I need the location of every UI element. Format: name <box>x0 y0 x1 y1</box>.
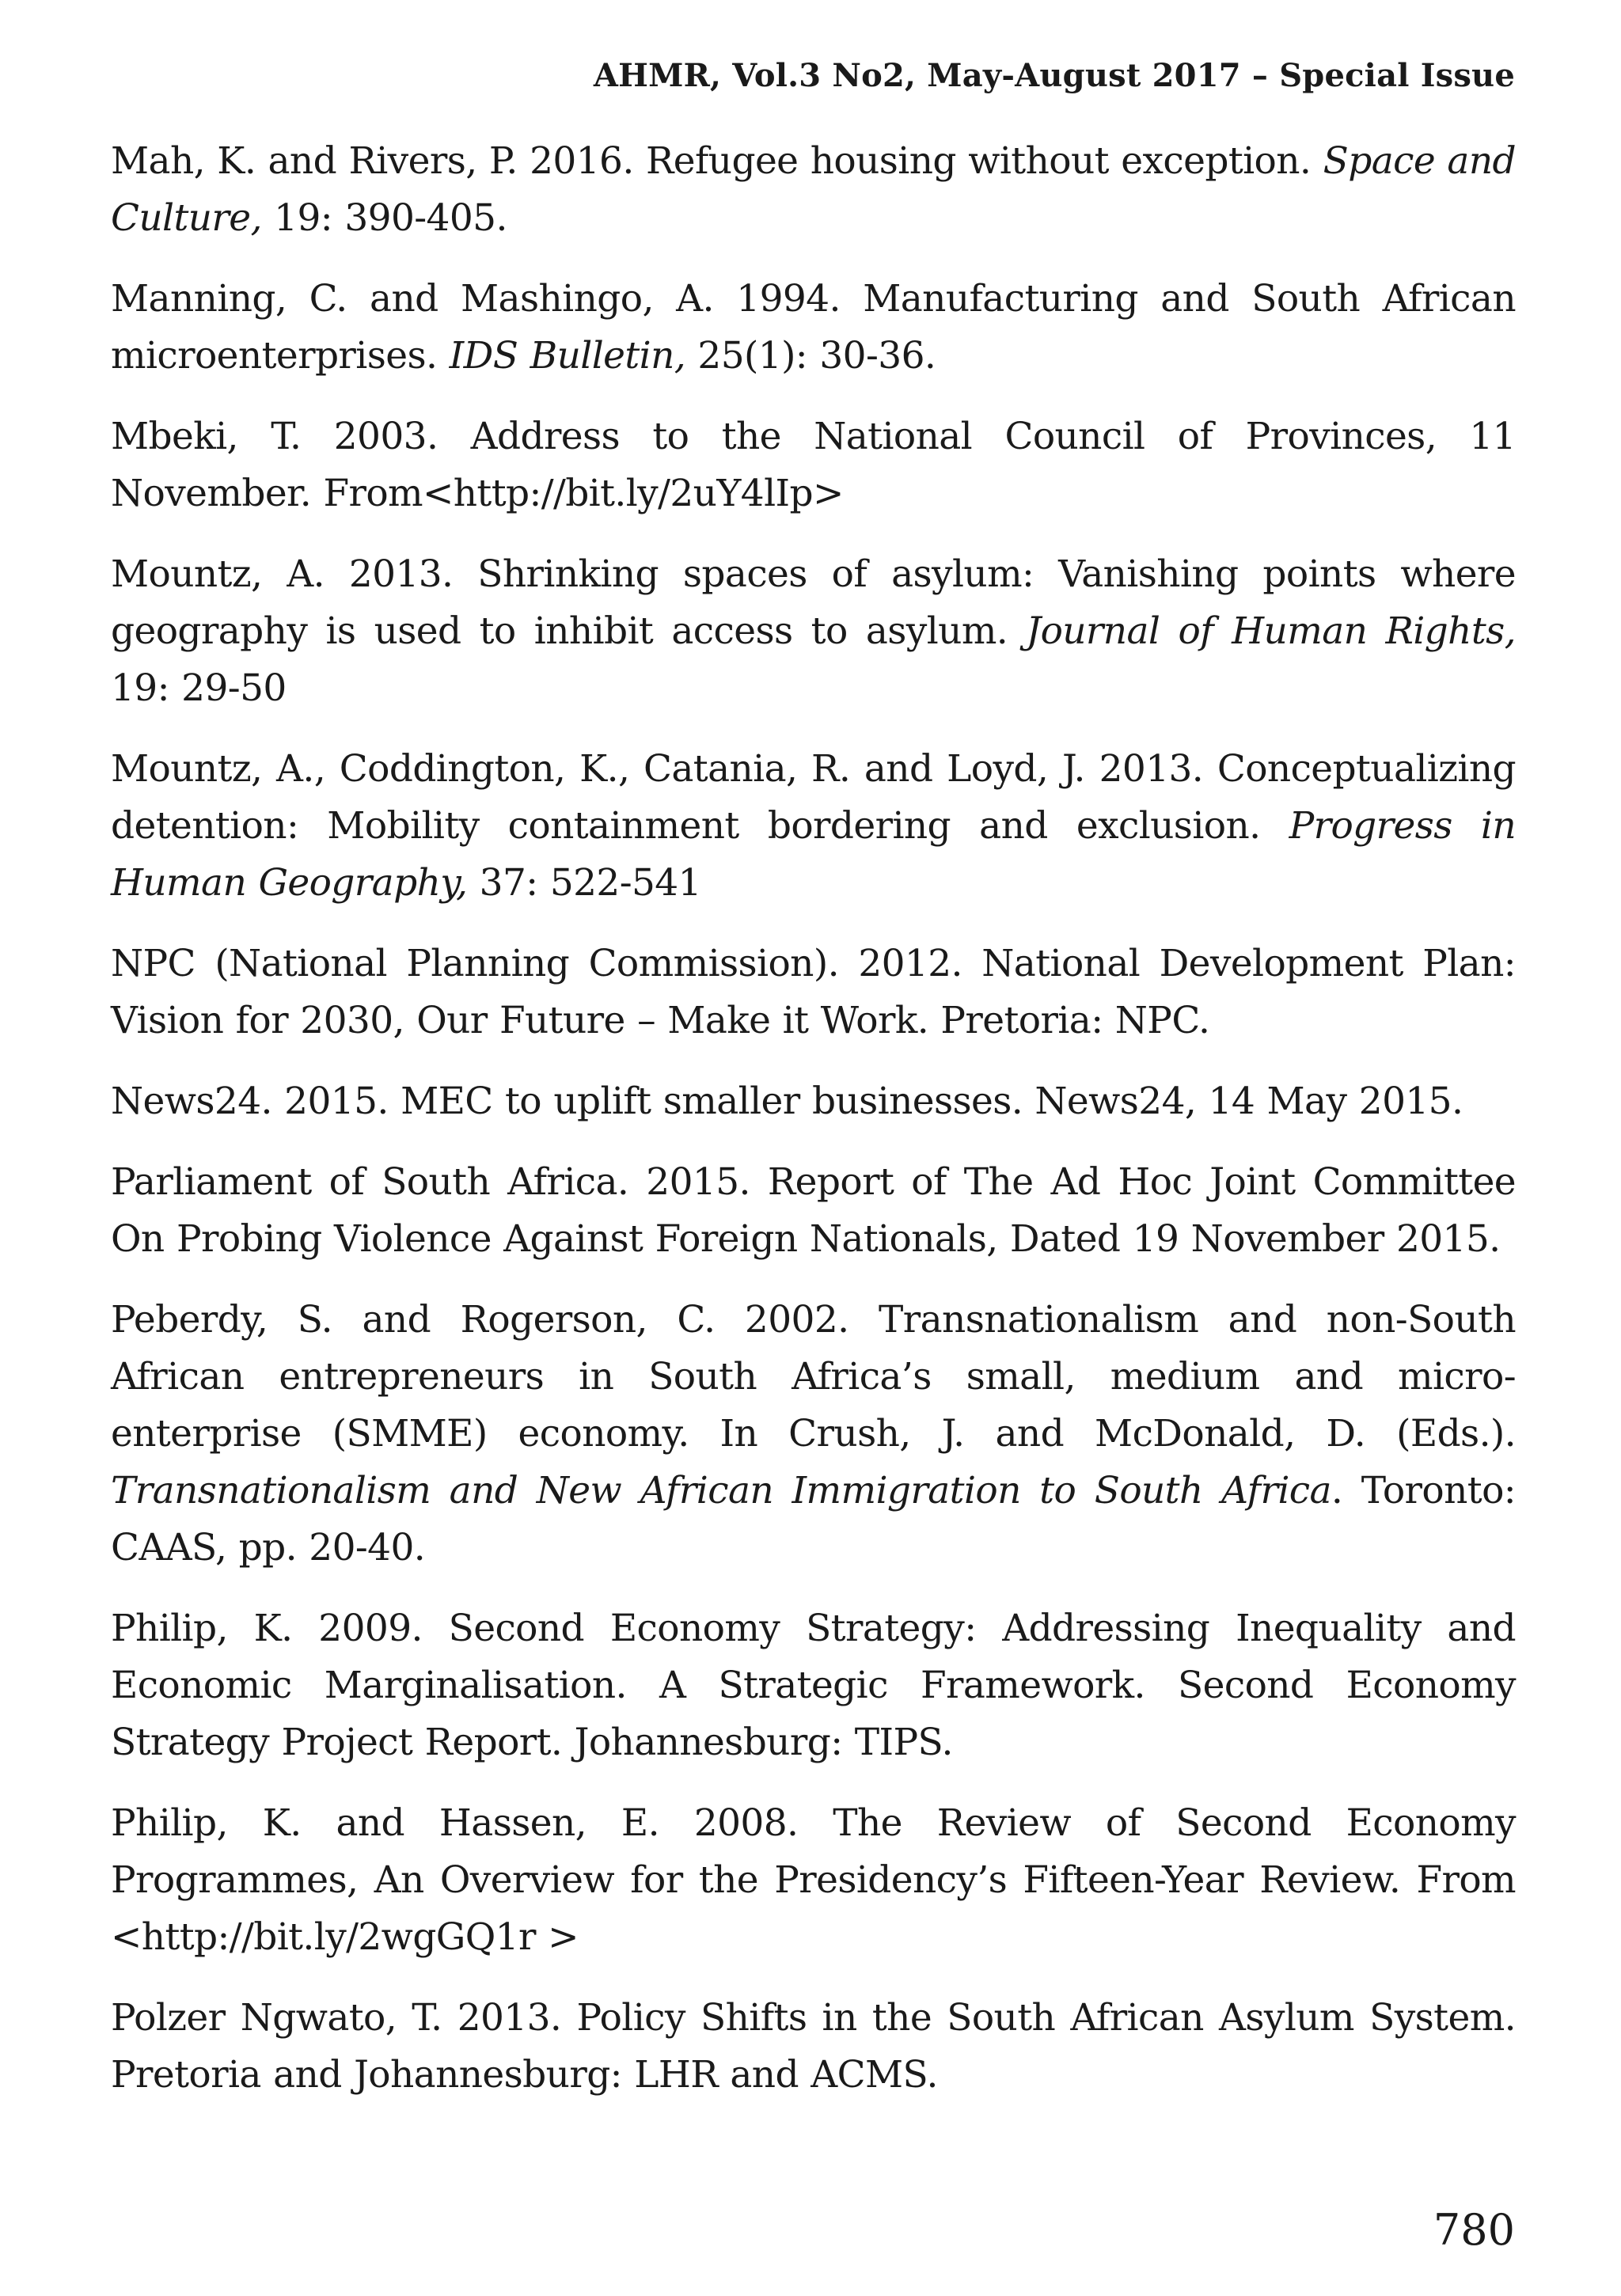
reference-source-title: Journal of Human Rights, <box>1026 609 1516 653</box>
reference-source-title: IDS Bulletin, <box>449 334 686 378</box>
reference-details: 25(1): 30-36. <box>685 334 936 378</box>
reference-text: Parliament of South Africa. 2015. Report of The Ad Hoc Joint Committee On Probing Violence Against Foreign Nationals, Dated 19 November 2015. <box>111 1160 1516 1261</box>
reference-text: Mbeki, T. 2003. Address to the National Council of Provinces, 11 November. From<http://bit.ly/2uY4lIp> <box>111 415 1516 515</box>
reference-details: 19: 29-50 <box>111 666 287 710</box>
reference-entry <box>111 741 1516 912</box>
reference-text: News24. 2015. MEC to uplift smaller businesses. News24, 14 May 2015. <box>111 1080 1463 1123</box>
reference-entry <box>111 133 1516 247</box>
reference-text: Philip, K. and Hassen, E. 2008. The Review of Second Economy Programmes, An Overview for the Presidency’s Fifteen-Year Review. From <http://bit.ly/2wgGQ1r > <box>111 1801 1516 1959</box>
reference-text: Peberdy, S. and Rogerson, C. 2002. Transnationalism and non-South African entrepreneurs in South Africa’s small, medium and micro-enterprise (SMME) economy. In Crush, J. and McDonald, D. (Eds.). <box>111 1298 1516 1455</box>
reference-text: Philip, K. 2009. Second Economy Strategy: Addressing Inequality and Economic Marginalisation. A Strategic Framework. Second Economy Strategy Project Report. Johannesburg: TIPS. <box>111 1607 1516 1764</box>
reference-entry <box>111 935 1516 1049</box>
reference-entry <box>111 1154 1516 1268</box>
reference-source-title: Space and Culture, <box>111 139 1516 240</box>
reference-text: Manning, C. and Mashingo, A. 1994. Manufacturing and South African microenterprises. <box>111 277 1516 378</box>
reference-text: Polzer Ngwato, T. 2013. Policy Shifts in the South African Asylum System. Pretoria and Johannesburg: LHR and ACMS. <box>111 1996 1516 2097</box>
reference-entry <box>111 1600 1516 1771</box>
reference-details: . Toronto: CAAS, pp. 20-40. <box>111 1469 1516 1569</box>
reference-entry <box>111 1795 1516 1966</box>
reference-entry <box>111 1990 1516 2104</box>
page-number: 780 <box>1433 2205 1515 2255</box>
reference-entry <box>111 1292 1516 1577</box>
reference-source-title: Progress in Human Geography, <box>111 804 1516 905</box>
reference-text: NPC (National Planning Commission). 2012. National Development Plan: Vision for 2030, Our Future – Make it Work. Pretoria: NPC. <box>111 942 1516 1042</box>
reference-entry <box>111 408 1516 522</box>
reference-text: Mah, K. and Rivers, P. 2016. Refugee housing without exception. <box>111 139 1323 183</box>
reference-text: Mountz, A., Coddington, K., Catania, R. and Loyd, J. 2013. Conceptualizing detention: Mobility containment bordering and exclusion. <box>111 747 1516 848</box>
running-header: AHMR, Vol.3 No2, May-August 2017 – Special Issue <box>593 57 1515 94</box>
reference-entry <box>111 1073 1516 1130</box>
reference-entry <box>111 546 1516 717</box>
reference-entry <box>111 271 1516 385</box>
reference-details: 19: 390-405. <box>261 196 507 240</box>
reference-list <box>111 133 1516 2127</box>
reference-source-title: Transnationalism and New African Immigration to South Africa <box>111 1469 1331 1512</box>
reference-text: Mountz, A. 2013. Shrinking spaces of asylum: Vanishing points where geography is used to inhibit access to asylum. <box>111 552 1516 653</box>
reference-details: 37: 522-541 <box>467 861 701 905</box>
